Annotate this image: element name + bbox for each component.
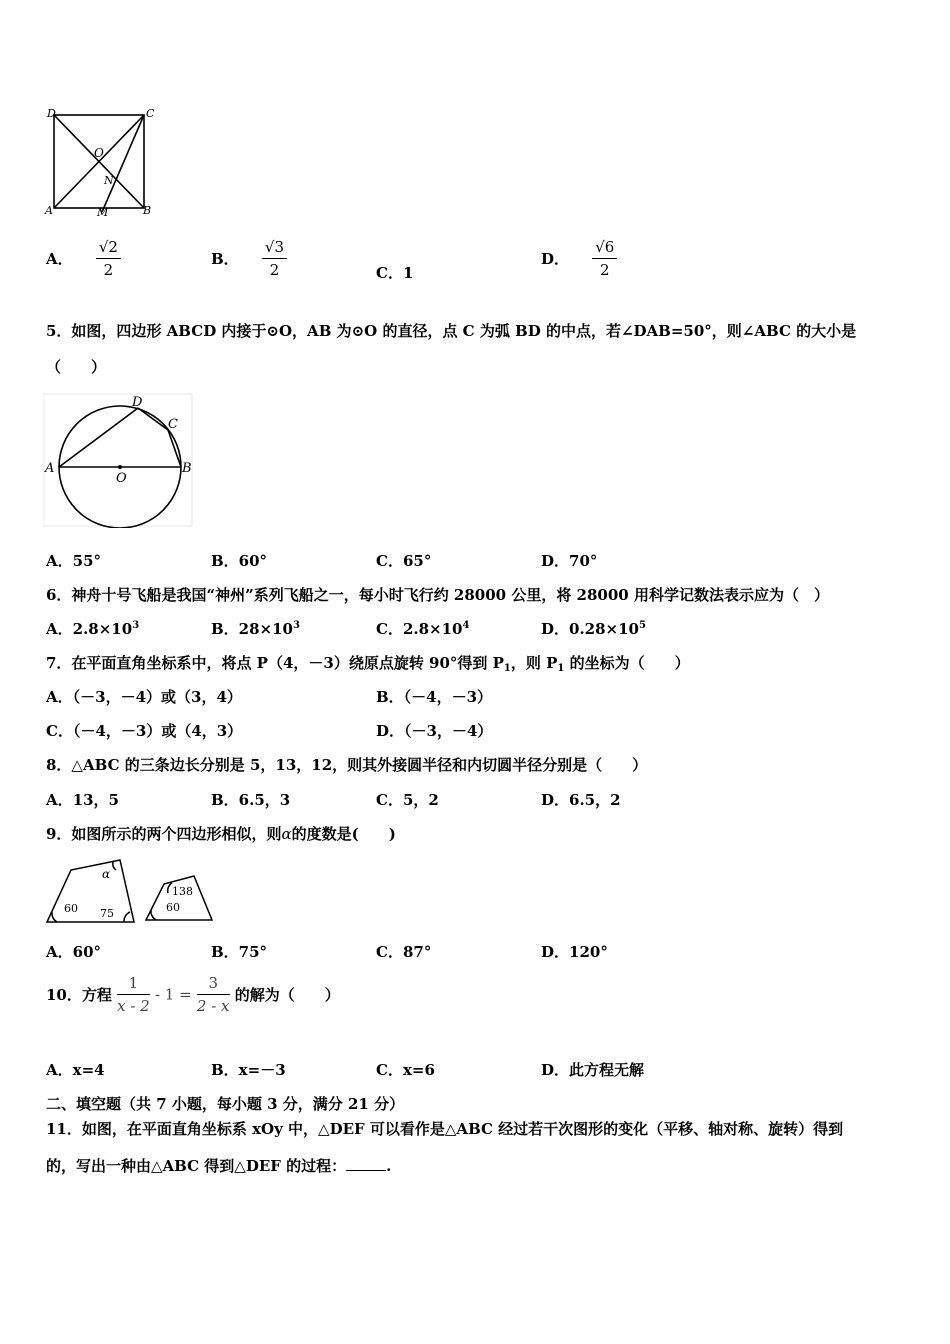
q4-option-d-letter: D． xyxy=(541,250,570,268)
q10-option-c: C．x=6 xyxy=(376,1061,435,1079)
q5-text: 5．如图，四边形 ABCD 内接于⊙O，AB 为⊙O 的直径，点 C 为弧 BD 的中点，若∠DAB=50°，则∠ABC 的大小是 xyxy=(46,322,857,340)
q8-option-a: A．13，5 xyxy=(46,791,119,809)
q4-label-D: D xyxy=(47,107,56,120)
q7-text-a: 7．在平面直角坐标系中，将点 P（4，－3）绕原点旋转 90°得到 P xyxy=(46,654,504,672)
q4-option-b-fraction xyxy=(262,238,287,279)
q6-option-b-base: B．28×10 xyxy=(211,620,293,638)
q6-option-d-exp: 5 xyxy=(638,620,646,631)
q7-text-c: 的坐标为（ ） xyxy=(564,654,690,672)
q9-text-a: 9．如图所示的两个四边形相似，则 xyxy=(46,825,282,843)
q7-sub2: 1 xyxy=(557,663,565,674)
q5-option-b: B．60° xyxy=(211,552,268,570)
q4-square-figure xyxy=(42,104,162,219)
q5-option-a: A．55° xyxy=(46,552,102,570)
q6-option-d-base: D．0.28×10 xyxy=(541,620,639,638)
q5-label-O: O xyxy=(116,471,127,486)
q5-label-B: B xyxy=(182,461,192,476)
q5-option-d: D．70° xyxy=(541,552,598,570)
q5-label-A: A xyxy=(45,461,55,476)
section-2-title: 二、填空题（共 7 小题，每小题 3 分，满分 21 分） xyxy=(46,1095,405,1113)
q5-option-c: C．65° xyxy=(376,552,432,570)
q6-option-c-exp: 4 xyxy=(462,620,470,631)
q10-option-b: B．x=－3 xyxy=(211,1061,286,1079)
q4-option-d xyxy=(541,238,617,279)
q4-label-A: A xyxy=(45,204,53,217)
q9-label-a75: 75 xyxy=(100,907,114,920)
q6-option-a xyxy=(46,618,139,639)
q6-text: 6．神舟十号飞船是我国“神州”系列飞船之一，每小时飞行约 28000 公里，将 28000 用科学记数法表示应为（ ） xyxy=(46,586,829,604)
q9-quadrilaterals-figure xyxy=(44,856,219,926)
q5-paren: （ ） xyxy=(46,358,107,376)
q7-sub1: 1 xyxy=(503,663,511,674)
q6-option-c xyxy=(376,618,469,639)
q9-label-alpha: α xyxy=(102,867,111,881)
q9-label-b60: 60 xyxy=(166,901,180,914)
q9-option-a: A．60° xyxy=(46,943,102,961)
q10-f1-num: 1 xyxy=(117,974,150,995)
q9-option-c: C．87° xyxy=(376,943,432,961)
q5-circle-figure xyxy=(42,392,194,528)
q10-f2-num: 3 xyxy=(197,974,230,995)
q9-text xyxy=(46,823,396,844)
q4-option-d-fraction xyxy=(592,238,617,279)
q4-option-d-num: √6 xyxy=(592,238,617,259)
q5-label-C: C xyxy=(168,417,178,432)
q9-option-b: B．75° xyxy=(211,943,268,961)
q7-text xyxy=(46,652,690,674)
q10-suffix: 的解为（ ） xyxy=(234,986,340,1004)
q4-option-c xyxy=(376,262,413,283)
q9-alpha: α xyxy=(281,825,292,843)
q4-option-c-letter: C． xyxy=(376,264,403,282)
q10-prefix: 10．方程 xyxy=(46,986,112,1004)
q10-f2-den: 2 - x xyxy=(196,997,230,1015)
q4-option-b xyxy=(211,238,287,279)
q4-option-b-letter: B． xyxy=(211,250,239,268)
q4-option-a-den: 2 xyxy=(103,261,114,279)
q11-line-2-text: 的，写出一种由△ABC 得到△DEF 的过程： xyxy=(46,1157,347,1175)
q8-option-d: D．6.5，2 xyxy=(541,791,621,809)
q11-answer-blank[interactable] xyxy=(346,1170,386,1171)
q4-option-a-letter: A． xyxy=(46,250,73,268)
q4-option-a xyxy=(46,238,121,279)
q11-line-1: 11．如图，在平面直角坐标系 xOy 中，△DEF 可以看作是△ABC 经过若干次图形的变化（平移、轴对称、旋转）得到 xyxy=(46,1120,844,1138)
q5-label-D: D xyxy=(132,395,143,410)
q11-line-2-end: . xyxy=(386,1157,392,1175)
q9-label-b138: 138 xyxy=(172,885,193,898)
q6-option-b-exp: 3 xyxy=(293,620,300,631)
q4-label-O: O xyxy=(94,146,104,160)
q9-option-d: D．120° xyxy=(541,943,608,961)
q4-label-B: B xyxy=(143,204,152,217)
q10-option-a: A．x=4 xyxy=(46,1061,105,1079)
q10-fraction-1 xyxy=(117,974,150,1015)
q9-label-a60: 60 xyxy=(64,902,78,915)
q6-option-d xyxy=(541,618,646,639)
q4-label-M: M xyxy=(97,206,109,219)
q7-option-d: D．（－3，－4） xyxy=(376,722,493,740)
q7-text-b: ，则 P xyxy=(510,654,558,672)
q4-option-a-num: √2 xyxy=(96,238,121,259)
q4-option-b-num: √3 xyxy=(262,238,287,259)
q4-label-C: C xyxy=(146,107,155,120)
q7-option-c: C．（－4，－3）或（4，3） xyxy=(46,722,243,740)
q10-option-d: D．此方程无解 xyxy=(541,1061,645,1079)
q10-mid: - 1 = xyxy=(154,985,192,1004)
q8-text: 8．△ABC 的三条边长分别是 5，13，12，则其外接圆半径和内切圆半径分别是（ ） xyxy=(46,756,648,774)
q4-label-N: N xyxy=(104,174,114,187)
q10-f1-den: x - 2 xyxy=(117,997,150,1015)
q8-option-c: C．5，2 xyxy=(376,791,439,809)
q8-option-b: B．6.5，3 xyxy=(211,791,291,809)
q6-option-c-base: C．2.8×10 xyxy=(376,620,463,638)
q4-option-a-fraction xyxy=(96,238,121,279)
q4-option-c-text: 1 xyxy=(402,264,414,282)
q10-fraction-2 xyxy=(197,974,230,1015)
q7-option-b: B．（－4，－3） xyxy=(376,688,493,706)
q11-line-2 xyxy=(46,1155,391,1176)
q6-option-a-exp: 3 xyxy=(132,620,140,631)
q4-option-b-den: 2 xyxy=(269,261,280,279)
q6-option-b xyxy=(211,618,300,639)
q6-option-a-base: A．2.8×10 xyxy=(46,620,133,638)
q10-text xyxy=(46,974,340,1015)
q9-text-b: 的度数是( ) xyxy=(291,825,396,843)
q7-option-a: A．（－3，－4）或（3，4） xyxy=(46,688,242,706)
q4-option-d-den: 2 xyxy=(600,261,610,279)
